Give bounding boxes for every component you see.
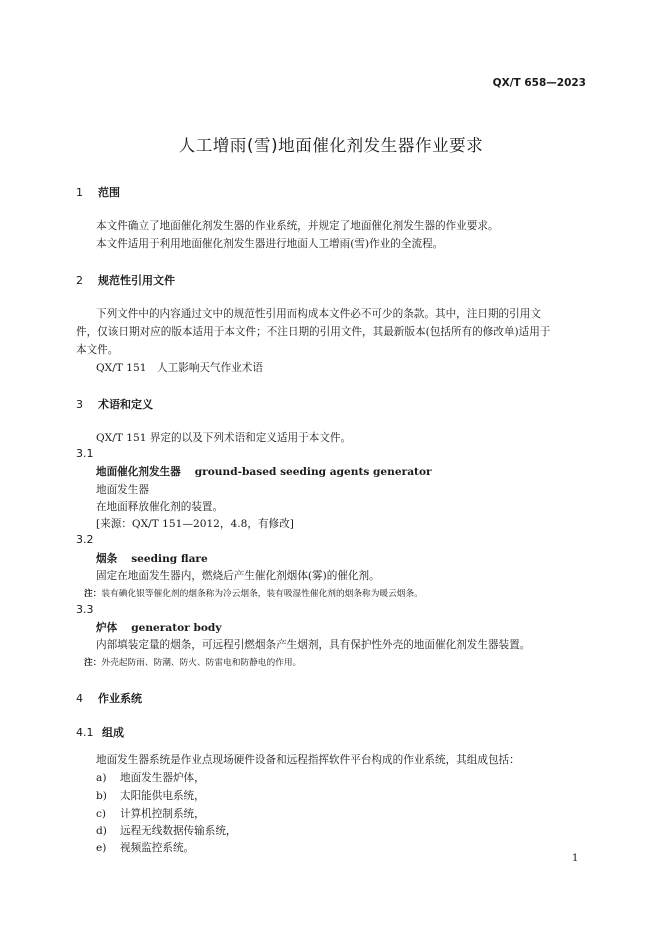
subsection-4-1-heading <box>76 724 124 740</box>
term-number: 3.3 <box>76 603 94 616</box>
section-2-paragraph-line: 件，仅该日期对应的版本适用于本文件；不注日期的引用文件，其最新版本(包括所有的修改单)适用于 <box>76 326 551 338</box>
section-title: 术语和定义 <box>98 398 153 411</box>
section-title: 范围 <box>98 186 120 199</box>
section-2-paragraph-line: 本文件。 <box>76 344 119 356</box>
subsection-4-1-intro: 地面发生器系统是作业点现场硬件设备和远程指挥软件平台构成的作业系统，其组成包括： <box>96 754 520 766</box>
note-label: 注： <box>84 589 102 599</box>
term-definition: 在地面释放催化剂的装置。 <box>96 501 224 513</box>
term-chinese: 烟条 <box>96 553 118 565</box>
section-1-paragraph-2: 本文件适用于利用地面催化剂发生器进行地面人工增雨(雪)作业的全流程。 <box>96 238 444 250</box>
section-number: 1 <box>76 186 83 199</box>
term-entry <box>96 464 432 479</box>
list-item-text: 计算机控制系统， <box>120 808 205 820</box>
section-1-paragraph-1: 本文件确立了地面催化剂发生器的作业系统，并规定了地面催化剂发生器的作业要求。 <box>96 220 499 232</box>
section-1-heading <box>76 184 120 200</box>
section-title: 作业系统 <box>98 692 142 705</box>
normative-reference: QX/T 151 人工影响天气作业术语 <box>96 362 263 374</box>
list-item-label: c) <box>96 808 107 820</box>
term-number: 3.1 <box>76 447 94 460</box>
term-note <box>84 656 301 668</box>
section-number: 3 <box>76 398 83 411</box>
list-item-text: 太阳能供电系统， <box>120 790 205 802</box>
section-number: 2 <box>76 274 83 287</box>
list-item-label: a) <box>96 772 107 784</box>
section-number: 4 <box>76 692 83 705</box>
list-item <box>96 823 237 838</box>
note-label: 注： <box>84 658 102 668</box>
term-english: seeding flare <box>131 553 208 565</box>
section-title: 规范性引用文件 <box>98 274 175 287</box>
subsection-number: 4.1 <box>76 726 94 739</box>
subsection-title: 组成 <box>102 726 124 739</box>
term-entry <box>96 551 208 566</box>
term-source: [来源：QX/T 151—2012，4.8，有修改] <box>96 518 294 530</box>
term-english: ground-based seeding agents generator <box>194 466 432 478</box>
section-2-paragraph-line: 下列文件中的内容通过文中的规范性引用而构成本文件必不可少的条款。其中，注日期的引用文 <box>96 308 541 320</box>
list-item <box>96 806 205 821</box>
list-item <box>96 788 205 803</box>
term-chinese: 地面催化剂发生器 <box>96 466 181 478</box>
list-item <box>96 840 194 855</box>
section-2-heading <box>76 272 175 288</box>
page-number: 1 <box>572 853 579 864</box>
list-item-label: d) <box>96 825 107 837</box>
section-4-heading <box>76 690 142 706</box>
note-text: 外壳起防雨、防潮、防火、防雷电和防静电的作用。 <box>101 658 302 668</box>
list-item-text: 地面发生器炉体， <box>120 772 205 784</box>
list-item-label: e) <box>96 842 107 854</box>
note-text: 装有碘化银等催化剂的烟条称为冷云烟条，装有吸湿性催化剂的烟条称为暖云烟条。 <box>101 589 423 599</box>
list-item-text: 视频监控系统。 <box>120 842 195 854</box>
list-item-text: 远程无线数据传输系统， <box>120 825 237 837</box>
term-english: generator body <box>131 622 222 634</box>
standard-number: QX/T 658—2023 <box>492 77 586 89</box>
term-definition: 内部填装定量的烟条，可远程引燃烟条产生烟剂，具有保护性外壳的地面催化剂发生器装置。 <box>96 639 531 651</box>
term-alternative: 地面发生器 <box>96 484 149 496</box>
list-item-label: b) <box>96 790 107 802</box>
section-3-intro: QX/T 151 界定的以及下列术语和定义适用于本文件。 <box>96 432 352 444</box>
term-chinese: 炉体 <box>96 622 118 634</box>
term-definition: 固定在地面发生器内，燃烧后产生催化剂烟体(雾)的催化剂。 <box>96 570 380 582</box>
term-entry <box>96 620 222 635</box>
section-3-heading <box>76 396 153 412</box>
document-title: 人工增雨(雪)地面催化剂发生器作业要求 <box>178 136 484 155</box>
term-note <box>84 587 423 599</box>
list-item <box>96 770 205 785</box>
term-number: 3.2 <box>76 533 94 546</box>
